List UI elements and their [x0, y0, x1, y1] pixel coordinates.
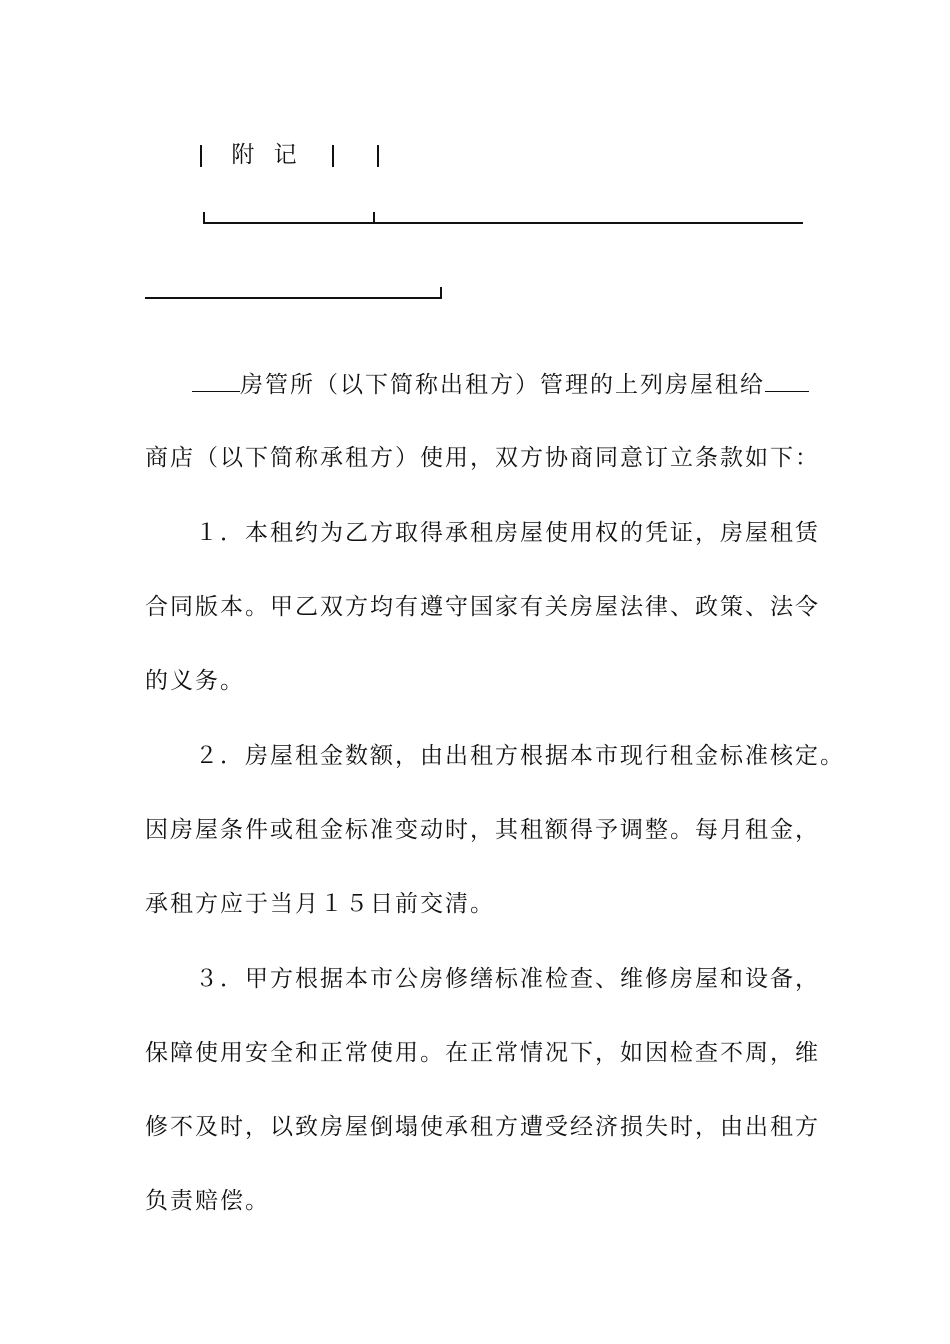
table-junction	[373, 212, 375, 224]
clause-1-line-1: １．本租约为乙方取得承租房屋使用权的凭证，房屋租赁	[195, 520, 820, 546]
intro-line-2: 商店（以下简称承租方）使用，双方协商同意订立条款如下：	[145, 445, 820, 471]
clause-1-line-2: 合同版本。甲乙双方均有遵守国家有关房屋法律、政策、法令	[145, 594, 820, 620]
table-bottom-border	[203, 222, 803, 224]
table-border-mid	[332, 145, 334, 167]
clause-2-line-2: 因房屋条件或租金标准变动时，其租额得予调整。每月租金，	[145, 817, 820, 843]
clause-3-line-2: 保障使用安全和正常使用。在正常情况下，如因检查不周，维	[145, 1040, 820, 1066]
table-corner-right	[440, 287, 442, 299]
table-bottom-border-continued	[145, 297, 442, 299]
blank-field-lessee	[765, 373, 809, 392]
clause-3-line-3: 修不及时，以致房屋倒塌使承租方遭受经济损失时，由出租方	[145, 1114, 820, 1140]
appendix-row	[200, 136, 379, 169]
clause-2-line-3: 承租方应于当月１５日前交清。	[145, 891, 495, 917]
appendix-label: 附 记	[231, 142, 303, 168]
table-border-right	[377, 145, 379, 167]
blank-field-lessor	[192, 373, 240, 392]
table-border-left	[200, 145, 202, 167]
clause-2-line-1: ２．房屋租金数额，由出租方根据本市现行租金标准核定。	[195, 743, 845, 769]
clause-3-line-4: 负责赔偿。	[145, 1188, 270, 1214]
clause-1-line-3: 的义务。	[145, 668, 245, 694]
clause-3-line-1: ３．甲方根据本市公房修缮标准检查、维修房屋和设备，	[195, 966, 820, 992]
intro-line-1: 房管所（以下简称出租方）管理的上列房屋租给	[192, 366, 809, 399]
